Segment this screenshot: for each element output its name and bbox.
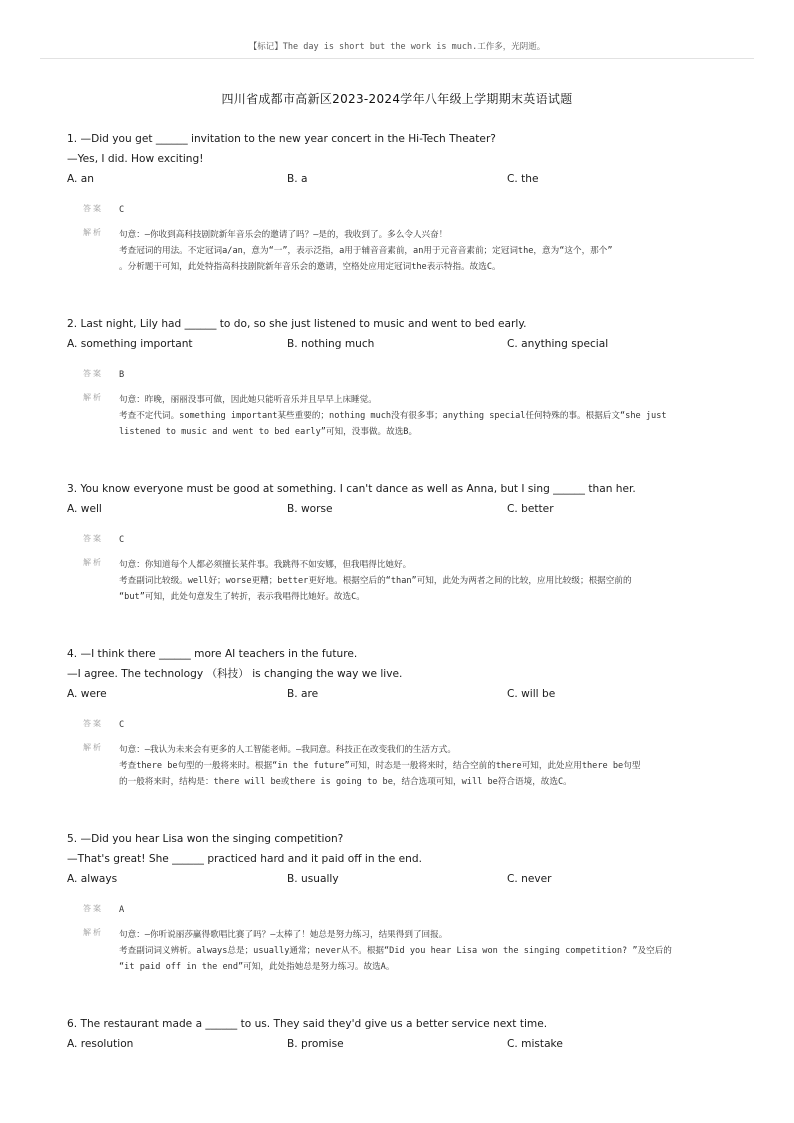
- explanation-line: 句意：—我认为未来会有更多的人工智能老师。—我同意。科技正在改变我们的生活方式。: [119, 745, 456, 755]
- answer-value: A: [119, 905, 125, 915]
- answer-label: 答案: [83, 534, 103, 543]
- answer-row: [67, 203, 747, 217]
- option-a: A. resolution: [67, 1038, 134, 1050]
- header-divider: [40, 58, 754, 59]
- question-6: [67, 1014, 747, 1054]
- answer-block: [67, 203, 747, 275]
- explanation-label: 解析: [83, 228, 103, 237]
- question-3: [67, 479, 747, 605]
- option-c: C. better: [507, 503, 554, 515]
- explanation-line: 的一般将来时，结构是：there will be或there is going to be，结合选项可知，will be符合语境，故选C。: [119, 777, 572, 787]
- explanation-row: [67, 927, 747, 975]
- page-title: 四川省成都市高新区2023-2024学年八年级上学期期末英语试题: [221, 92, 573, 106]
- question-text: 4. —I think there ______ more AI teachers in the future.: [67, 648, 358, 660]
- option-a: A. an: [67, 173, 95, 185]
- option-b: B. promise: [287, 1038, 344, 1050]
- header-note: 【标记】The day is short but the work is much.工作多，光阴逝。: [248, 42, 546, 52]
- option-c: C. mistake: [507, 1038, 563, 1050]
- answer-label: 答案: [83, 369, 103, 378]
- answer-row: [67, 903, 747, 917]
- explanation-line: “but”可知，此处句意发生了转折，表示我唱得比她好。故选C。: [119, 592, 365, 602]
- question-text: 1. —Did you get ______ invitation to the new year concert in the Hi-Tech Theater?: [67, 133, 496, 145]
- answer-value: C: [119, 535, 125, 545]
- explanation-row: [67, 392, 747, 440]
- answer-block: [67, 718, 747, 790]
- option-c: C. never: [507, 873, 552, 885]
- question-text: —I agree. The technology （科技） is changing the way we live.: [67, 668, 403, 680]
- question-text: 3. You know everyone must be good at something. I can't dance as well as Anna, but I sing ______ than her.: [67, 483, 636, 495]
- question-text: —That's great! She ______ practiced hard and it paid off in the end.: [67, 853, 422, 865]
- explanation-row: [67, 557, 747, 605]
- explanation-text: [119, 392, 747, 440]
- explanation-line: 句意：昨晚，丽丽没事可做，因此她只能听音乐并且早早上床睡觉。: [119, 395, 377, 405]
- answer-block: [67, 533, 747, 605]
- option-row: [67, 499, 747, 519]
- explanation-line: “it paid off in the end”可知，此处指她总是努力练习。故选A。: [119, 962, 395, 972]
- answer-block: [67, 368, 747, 440]
- explanation-label: 解析: [83, 393, 103, 402]
- answer-row: [67, 718, 747, 732]
- explanation-line: 考查冠词的用法。不定冠词a/an，意为“一”，表示泛指，a用于辅音音素前，an用于元音音素前；定冠词the，意为“这个，那个”: [119, 246, 613, 256]
- explanation-line: 考查there be句型的一般将来时。根据“in the future”可知，时态是一般将来时，结合空前的there可知，此处应用there be句型: [119, 761, 641, 771]
- answer-label: 答案: [83, 904, 103, 913]
- question-text: 6. The restaurant made a ______ to us. They said they'd give us a better service next time.: [67, 1018, 548, 1030]
- option-c: C. will be: [507, 688, 556, 700]
- explanation-line: 考查副词比较级。well好；worse更糟；better更好地。根据空后的“than”可知，此处为两者之间的比较，应用比较级；根据空前的: [119, 576, 632, 586]
- explanation-line: 句意：你知道每个人都必须擅长某件事。我跳得不如安娜，但我唱得比她好。: [119, 560, 412, 570]
- explanation-text: [119, 927, 747, 975]
- explanation-line: 考查副词词义辨析。always总是；usually通常；never从不。根据“Did you hear Lisa won the singing competition? ”及空后的: [119, 946, 672, 956]
- explanation-row: [67, 227, 747, 275]
- question-1: [67, 129, 747, 275]
- question-text: 2. Last night, Lily had ______ to do, so she just listened to music and went to bed early.: [67, 318, 527, 330]
- explanation-line: 句意：—你听说丽莎赢得歌唱比赛了吗？—太棒了！她总是努力练习，结果得到了回报。: [119, 930, 448, 940]
- question-text: 5. —Did you hear Lisa won the singing competition?: [67, 833, 344, 845]
- explanation-text: [119, 557, 747, 605]
- option-row: [67, 1034, 747, 1054]
- question-text: —Yes, I did. How exciting!: [67, 153, 204, 165]
- option-a: A. always: [67, 873, 118, 885]
- option-b: B. worse: [287, 503, 333, 515]
- option-a: A. something important: [67, 338, 193, 350]
- option-row: [67, 869, 747, 889]
- explanation-label: 解析: [83, 928, 103, 937]
- question-2: [67, 314, 747, 440]
- explanation-row: [67, 742, 747, 790]
- explanation-label: 解析: [83, 743, 103, 752]
- option-a: A. well: [67, 503, 102, 515]
- option-a: A. were: [67, 688, 107, 700]
- answer-value: B: [119, 370, 125, 380]
- explanation-line: 句意：—你收到高科技剧院新年音乐会的邀请了吗？—是的，我收到了。多么令人兴奋！: [119, 230, 448, 240]
- option-b: B. are: [287, 688, 319, 700]
- option-b: B. nothing much: [287, 338, 375, 350]
- question-4: [67, 644, 747, 790]
- answer-block: [67, 903, 747, 975]
- answer-value: C: [119, 720, 125, 730]
- option-row: [67, 684, 747, 704]
- question-5: [67, 829, 747, 975]
- option-row: [67, 169, 747, 189]
- option-c: C. anything special: [507, 338, 609, 350]
- answer-value: C: [119, 205, 125, 215]
- explanation-line: 考查不定代词。something important某些重要的；nothing much没有很多事；anything special任何特殊的事。根据后文“she just: [119, 411, 667, 421]
- option-b: B. usually: [287, 873, 339, 885]
- explanation-line: listened to music and went to bed early”可知，没事做。故选B。: [119, 427, 418, 437]
- option-c: C. the: [507, 173, 539, 185]
- answer-label: 答案: [83, 719, 103, 728]
- option-b: B. a: [287, 173, 308, 185]
- explanation-text: [119, 742, 747, 790]
- option-row: [67, 334, 747, 354]
- answer-label: 答案: [83, 204, 103, 213]
- explanation-label: 解析: [83, 558, 103, 567]
- explanation-text: [119, 227, 747, 275]
- answer-row: [67, 533, 747, 547]
- explanation-line: 。分析题干可知，此处特指高科技剧院新年音乐会的邀请，空格处应用定冠词the表示特指。故选C。: [119, 262, 501, 272]
- answer-row: [67, 368, 747, 382]
